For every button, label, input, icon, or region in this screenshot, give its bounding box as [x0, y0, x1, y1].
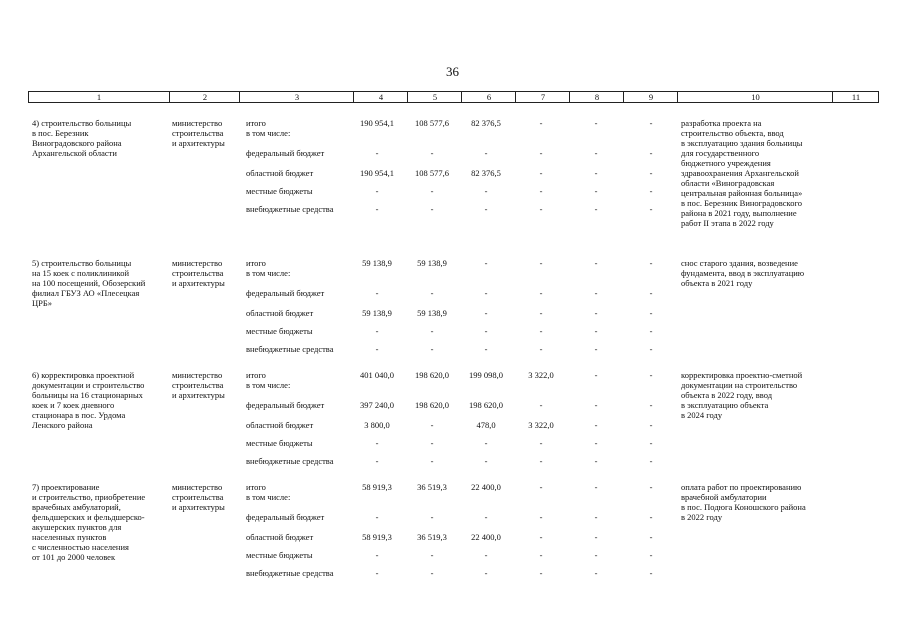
funding-row: [0, 380, 905, 390]
funding-value: -: [594, 148, 598, 158]
funding-value: 82 376,5: [471, 168, 501, 178]
funding-row: [0, 568, 905, 578]
funding-source-label: местные бюджеты: [246, 326, 313, 336]
funding-value: -: [594, 204, 598, 214]
funding-source-label: в том числе:: [246, 492, 291, 502]
funding-source-label: в том числе:: [246, 268, 291, 278]
funding-value: -: [375, 344, 379, 354]
funding-value: -: [375, 186, 379, 196]
funding-value: -: [484, 258, 488, 268]
funding-row: [0, 550, 905, 560]
funding-row: [0, 326, 905, 336]
funding-row: [0, 168, 905, 178]
funding-value: -: [484, 186, 488, 196]
funding-value: -: [430, 344, 434, 354]
funding-value: -: [484, 550, 488, 560]
funding-value: -: [649, 326, 653, 336]
funding-value: -: [539, 400, 543, 410]
funding-value: -: [539, 258, 543, 268]
funding-value: -: [430, 568, 434, 578]
funding-value: -: [484, 326, 488, 336]
funding-value: -: [649, 568, 653, 578]
funding-value: 59 138,9: [417, 308, 447, 318]
funding-row: [0, 258, 905, 268]
funding-value: -: [649, 512, 653, 522]
funding-row: [0, 456, 905, 466]
column-header: 6: [461, 92, 516, 102]
funding-source-label: внебюджетные средства: [246, 568, 334, 578]
funding-source-label: в том числе:: [246, 380, 291, 390]
funding-value: -: [649, 370, 653, 380]
funding-value: -: [594, 400, 598, 410]
funding-source-label: федеральный бюджет: [246, 288, 325, 298]
funding-value: -: [594, 168, 598, 178]
funding-value: -: [484, 512, 488, 522]
funding-value: 190 954,1: [360, 168, 394, 178]
funding-value: -: [484, 288, 488, 298]
funding-row: [0, 288, 905, 298]
responsible-executor: министерство строительства и архитектуры: [172, 118, 225, 148]
funding-value: -: [649, 400, 653, 410]
funding-value: -: [539, 168, 543, 178]
funding-source-label: итого: [246, 118, 266, 128]
funding-value: -: [594, 438, 598, 448]
funding-value: -: [484, 568, 488, 578]
funding-row: [0, 268, 905, 278]
funding-value: -: [430, 550, 434, 560]
funding-source-label: внебюджетные средства: [246, 456, 334, 466]
funding-value: -: [430, 512, 434, 522]
funding-value: -: [649, 438, 653, 448]
funding-row: [0, 204, 905, 214]
funding-value: -: [430, 456, 434, 466]
funding-row: [0, 400, 905, 410]
funding-value: 36 519,3: [417, 482, 447, 492]
expected-result: снос старого здания, возведение фундамента, ввод в эксплуатацию объекта в 2021 году: [681, 258, 805, 288]
funding-value: -: [649, 118, 653, 128]
funding-value: -: [430, 148, 434, 158]
funding-value: -: [594, 344, 598, 354]
funding-value: -: [649, 186, 653, 196]
funding-value: -: [594, 512, 598, 522]
measure-name: 4) строительство больницы в пос. Березник Виноградовского района Архангельской области: [32, 118, 132, 158]
funding-source-label: внебюджетные средства: [246, 204, 334, 214]
funding-value: -: [430, 326, 434, 336]
funding-value: -: [594, 532, 598, 542]
funding-value: 22 400,0: [471, 482, 501, 492]
funding-value: -: [539, 568, 543, 578]
funding-value: -: [430, 186, 434, 196]
funding-source-label: областной бюджет: [246, 308, 314, 318]
funding-value: -: [375, 148, 379, 158]
funding-value: -: [649, 550, 653, 560]
funding-value: 401 040,0: [360, 370, 394, 380]
funding-value: 58 919,3: [362, 532, 392, 542]
measure-name: 7) проектирование и строительство, приобретение врачебных амбулаторий, фельдшерских и фельдшерско- акушерских пунктов для населенных пунктов с численностью населения от 101 до 2000 человек: [32, 482, 146, 562]
column-header: 4: [353, 92, 408, 102]
column-header: 2: [169, 92, 240, 102]
funding-value: 108 577,6: [415, 168, 449, 178]
funding-value: -: [594, 550, 598, 560]
funding-value: -: [484, 456, 488, 466]
funding-value: 36 519,3: [417, 532, 447, 542]
funding-source-label: областной бюджет: [246, 168, 314, 178]
column-header: 7: [515, 92, 570, 102]
funding-row: [0, 512, 905, 522]
funding-value: -: [594, 568, 598, 578]
funding-value: -: [539, 512, 543, 522]
page-number: 36: [446, 64, 459, 79]
funding-row: [0, 308, 905, 318]
table-header: [28, 91, 879, 103]
funding-source-label: федеральный бюджет: [246, 512, 325, 522]
funding-value: 3 800,0: [364, 420, 390, 430]
funding-value: -: [649, 532, 653, 542]
funding-value: -: [484, 308, 488, 318]
funding-value: -: [539, 550, 543, 560]
funding-value: 59 138,9: [362, 308, 392, 318]
funding-value: -: [375, 456, 379, 466]
funding-value: -: [484, 344, 488, 354]
funding-row: [0, 148, 905, 158]
funding-value: -: [484, 438, 488, 448]
responsible-executor: министерство строительства и архитектуры: [172, 258, 225, 288]
funding-value: 3 322,0: [528, 370, 554, 380]
funding-value: -: [375, 550, 379, 560]
funding-value: -: [649, 288, 653, 298]
funding-source-label: местные бюджеты: [246, 550, 313, 560]
expected-result: оплата работ по проектированию врачебной амбулатории в пос. Подюга Коношского района в 2022 году: [681, 482, 806, 522]
funding-value: -: [539, 532, 543, 542]
funding-value: 108 577,6: [415, 118, 449, 128]
funding-source-label: местные бюджеты: [246, 438, 313, 448]
funding-row: [0, 370, 905, 380]
funding-value: -: [539, 118, 543, 128]
column-header: 5: [407, 92, 462, 102]
funding-value: -: [539, 288, 543, 298]
funding-value: -: [430, 204, 434, 214]
funding-value: -: [375, 204, 379, 214]
funding-value: -: [594, 482, 598, 492]
column-header: 8: [569, 92, 624, 102]
funding-value: -: [539, 482, 543, 492]
funding-value: -: [649, 344, 653, 354]
funding-value: -: [430, 438, 434, 448]
funding-value: -: [539, 186, 543, 196]
funding-source-label: в том числе:: [246, 128, 291, 138]
funding-value: -: [594, 288, 598, 298]
expected-result: разработка проекта на строительство объекта, ввод в эксплуатацию здания больницы для государственного бюджетного учреждения здравоохранения Архангельской области «Виноградовская центральная районная больница» в пос. Березник Виноградовского района в 2021 году, выполнение работ II этапа в 2022 году: [681, 118, 803, 228]
funding-value: -: [430, 288, 434, 298]
funding-value: 59 138,9: [362, 258, 392, 268]
funding-value: -: [594, 118, 598, 128]
responsible-executor: министерство строительства и архитектуры: [172, 370, 225, 400]
funding-source-label: областной бюджет: [246, 420, 314, 430]
funding-source-label: местные бюджеты: [246, 186, 313, 196]
funding-value: 198 620,0: [469, 400, 503, 410]
funding-value: 22 400,0: [471, 532, 501, 542]
funding-value: -: [539, 204, 543, 214]
funding-value: 397 240,0: [360, 400, 394, 410]
funding-value: -: [649, 482, 653, 492]
column-header: 9: [623, 92, 678, 102]
funding-value: -: [594, 186, 598, 196]
funding-value: -: [594, 326, 598, 336]
responsible-executor: министерство строительства и архитектуры: [172, 482, 225, 512]
funding-value: -: [539, 326, 543, 336]
funding-value: -: [594, 420, 598, 430]
funding-row: [0, 118, 905, 128]
funding-value: -: [539, 438, 543, 448]
funding-value: -: [649, 308, 653, 318]
funding-value: -: [649, 456, 653, 466]
funding-source-label: областной бюджет: [246, 532, 314, 542]
funding-value: -: [594, 370, 598, 380]
funding-value: -: [649, 204, 653, 214]
funding-value: -: [375, 512, 379, 522]
funding-value: 3 322,0: [528, 420, 554, 430]
funding-value: -: [539, 308, 543, 318]
funding-value: -: [375, 326, 379, 336]
funding-value: -: [375, 438, 379, 448]
funding-value: 82 376,5: [471, 118, 501, 128]
funding-row: [0, 438, 905, 448]
funding-value: 198 620,0: [415, 400, 449, 410]
funding-value: -: [649, 168, 653, 178]
funding-value: -: [484, 148, 488, 158]
funding-row: [0, 492, 905, 502]
funding-row: [0, 186, 905, 196]
funding-value: -: [594, 456, 598, 466]
funding-value: -: [539, 148, 543, 158]
funding-value: -: [430, 420, 434, 430]
funding-value: 198 620,0: [415, 370, 449, 380]
funding-value: -: [539, 456, 543, 466]
funding-value: -: [649, 258, 653, 268]
funding-value: 59 138,9: [417, 258, 447, 268]
funding-source-label: федеральный бюджет: [246, 148, 325, 158]
funding-value: -: [649, 148, 653, 158]
funding-value: 58 919,3: [362, 482, 392, 492]
funding-value: 199 098,0: [469, 370, 503, 380]
column-header: 1: [96, 92, 102, 102]
funding-row: [0, 420, 905, 430]
funding-value: -: [484, 204, 488, 214]
funding-value: -: [649, 420, 653, 430]
column-header: 11: [832, 92, 879, 102]
funding-source-label: федеральный бюджет: [246, 400, 325, 410]
funding-source-label: итого: [246, 370, 266, 380]
column-header: 10: [677, 92, 833, 102]
funding-value: 190 954,1: [360, 118, 394, 128]
funding-value: -: [375, 288, 379, 298]
measure-name: 5) строительство больницы на 15 коек с поликлиникой на 100 посещений, Обозерский филиал ГБУЗ АО «Плесецкая ЦРБ»: [32, 258, 146, 308]
column-header: 3: [239, 92, 354, 102]
expected-result: корректировка проектно-сметной документации на строительство объекта в 2022 году, ввод в эксплуатацию объекта в 2024 году: [681, 370, 803, 420]
funding-source-label: внебюджетные средства: [246, 344, 334, 354]
funding-row: [0, 344, 905, 354]
funding-value: -: [375, 568, 379, 578]
funding-value: -: [594, 258, 598, 268]
funding-source-label: итого: [246, 482, 266, 492]
funding-value: -: [539, 344, 543, 354]
measure-name: 6) корректировка проектной документации и строительство больницы на 16 стационарных коек и 7 коек дневного стационара в пос. Урдома Ленского района: [32, 370, 145, 430]
funding-row: [0, 128, 905, 138]
funding-value: -: [594, 308, 598, 318]
funding-value: 478,0: [476, 420, 496, 430]
funding-source-label: итого: [246, 258, 266, 268]
funding-row: [0, 482, 905, 492]
funding-row: [0, 532, 905, 542]
